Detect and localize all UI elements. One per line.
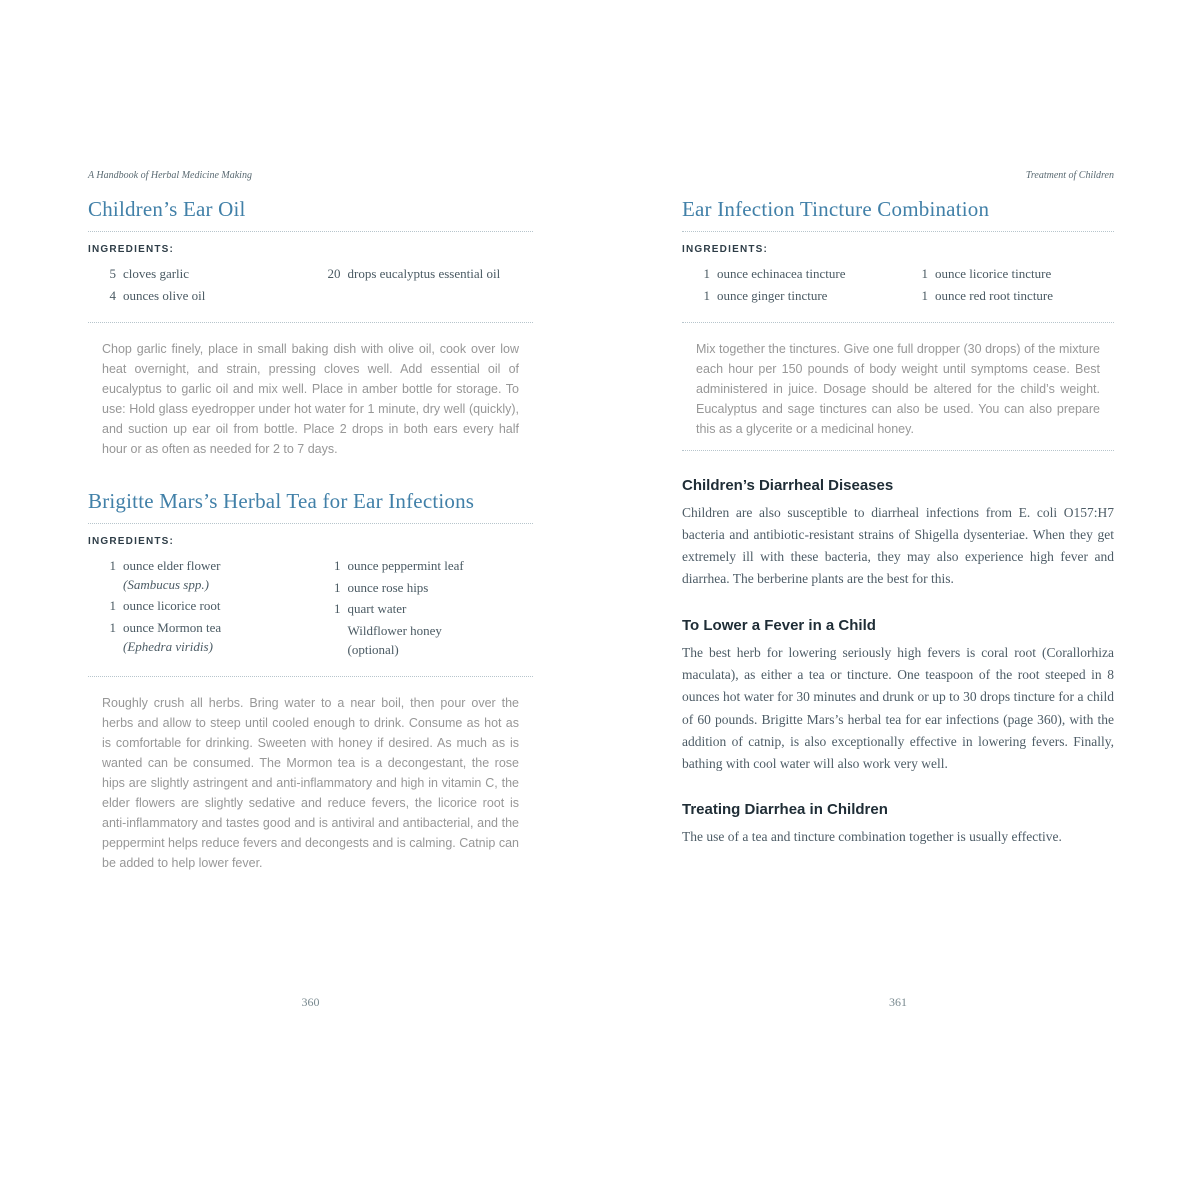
section-lower-fever-child bbox=[682, 617, 1114, 776]
ingredient-quantity: 1 bbox=[921, 266, 928, 281]
recipe-herbal-tea-ear-infections bbox=[88, 489, 533, 873]
page-left bbox=[88, 170, 533, 883]
section-heading: Children’s Diarrheal Diseases bbox=[682, 476, 894, 494]
ingredient-name-text: Wildflower honey bbox=[347, 623, 442, 639]
ingredient-item bbox=[692, 287, 896, 306]
ingredient-name-text: ounce elder flower bbox=[123, 557, 221, 573]
ingredients-column-1 bbox=[98, 265, 309, 309]
ingredients-column-1 bbox=[692, 265, 896, 309]
ingredient-name: ounce rose hips bbox=[347, 579, 429, 595]
ingredients-list bbox=[682, 265, 1114, 309]
ingredient-name: ounce echinacea tincture bbox=[717, 266, 846, 281]
ingredients-list bbox=[88, 557, 533, 663]
ingredient-name: ounces olive oil bbox=[123, 287, 206, 303]
ingredient-name: quart water bbox=[347, 601, 407, 617]
ingredient-item bbox=[323, 557, 534, 576]
dotted-rule bbox=[88, 321, 533, 323]
ingredients-column-1 bbox=[98, 557, 309, 663]
ingredient-latin-name: (Sambucus spp.) bbox=[123, 576, 209, 592]
dotted-rule bbox=[88, 675, 533, 677]
section-treating-diarrhea-children bbox=[682, 801, 1114, 848]
ingredient-item bbox=[323, 579, 534, 598]
recipe-ear-infection-tincture bbox=[682, 197, 1114, 451]
ingredient-name: cloves garlic bbox=[123, 266, 190, 281]
dotted-rule bbox=[682, 449, 1114, 451]
ingredient-item bbox=[323, 265, 534, 284]
ingredient-item bbox=[98, 619, 309, 657]
ingredient-name bbox=[123, 557, 309, 595]
ingredient-quantity: 4 bbox=[109, 287, 116, 303]
section-heading: Treating Diarrhea in Children bbox=[682, 801, 888, 819]
ingredient-quantity: 1 bbox=[703, 287, 710, 303]
recipe-instructions: Mix together the tinctures. Give one full dropper (30 drops) of the mixture each hour per 150 pounds of body weight until symptoms cease. Best administered in juice. Dosage should be altered for the child’s weight. Eucalyptus and sage tinctures can also be used. You can also prepare this as a glycerite or a medicinal honey. bbox=[696, 341, 1100, 436]
dotted-rule bbox=[88, 522, 533, 524]
page-number-left: 360 bbox=[301, 995, 320, 1009]
ingredient-item bbox=[98, 287, 309, 306]
ingredient-quantity bbox=[323, 622, 341, 660]
ingredient-quantity: 1 bbox=[334, 557, 341, 573]
dotted-rule bbox=[682, 230, 1114, 232]
ingredient-quantity: 1 bbox=[921, 287, 928, 303]
dotted-rule bbox=[682, 321, 1114, 323]
ingredient-name: ounce peppermint leaf bbox=[347, 557, 464, 573]
ingredient-quantity: 1 bbox=[334, 601, 341, 617]
ingredient-item bbox=[692, 265, 896, 284]
section-body: Children are also susceptible to diarrheal infections from E. coli O157:H7 bacteria and antibiotic-resistant strains of Shigella dysenteriae. When they get extremely ill with these bacteria, they may also experience high fever and diarrhea. The berberine plants are the best for this. bbox=[682, 504, 1114, 587]
ingredient-item bbox=[323, 622, 534, 660]
ingredient-quantity: 1 bbox=[109, 620, 116, 636]
ingredient-name bbox=[123, 619, 309, 657]
ingredients-label: INGREDIENTS: bbox=[682, 244, 769, 255]
recipe-instructions: Chop garlic finely, place in small baking dish with olive oil, cook over low heat overnight, and strain, pressing cloves well. Add essential oil of eucalyptus to garlic oil and mix well. Place in amber bottle for storage. To use: Hold glass eyedropper under hot water for 1 minute, dry well (quickly), and suction up ear oil from bottle. Place 2 drops in both ears every half hour or as often as needed for 2 to 7 days. bbox=[102, 341, 519, 456]
ingredient-name: ounce licorice tincture bbox=[935, 266, 1052, 281]
ingredient-name bbox=[348, 622, 534, 660]
ingredient-quantity: 5 bbox=[109, 266, 116, 281]
section-childrens-diarrheal-diseases bbox=[682, 477, 1114, 591]
ingredient-name: ounce ginger tincture bbox=[717, 287, 828, 303]
ingredients-column-2 bbox=[323, 557, 534, 663]
ingredient-name: drops eucalyptus essential oil bbox=[347, 266, 501, 281]
ingredients-label: INGREDIENTS: bbox=[88, 244, 175, 255]
section-body: The use of a tea and tincture combination together is usually effective. bbox=[682, 829, 1062, 845]
dotted-rule bbox=[88, 230, 533, 232]
ingredient-item bbox=[98, 597, 309, 616]
ingredients-label: INGREDIENTS: bbox=[88, 535, 175, 547]
section-heading: To Lower a Fever in a Child bbox=[682, 616, 876, 634]
ingredient-quantity: 1 bbox=[703, 266, 710, 281]
section-body: The best herb for lowering seriously high fevers is coral root (Corallorhiza maculata), as either a tea or tincture. One teaspoon of the root steeped in 8 ounces hot water for 30 minutes and drunk or up to 30 drops tincture for a child of 60 pounds. Brigitte Mars’s herbal tea for ear infections (page 360), with the addition of catnip, is also exceptionally effective in lowering fevers. Finally, bathing with cool water will also work very well. bbox=[682, 644, 1114, 772]
ingredients-list bbox=[88, 265, 533, 309]
recipe-instructions: Roughly crush all herbs. Bring water to a near boil, then pour over the herbs and allow to steep until cooled enough to drink. Consume as hot as is comfortable for drinking. Sweeten with honey if desired. As much as is wanted can be consumed. The Mormon tea is a decongestant, the rose hips are slightly astringent and anti-inflammatory and high in vitamin C, the elder flowers are slightly sedative and reduce fevers, the licorice root is anti-inflammatory and tastes good and is antiviral and antibacterial, and the peppermint helps reduce fevers and decongests and is calming. Catnip can be added to help lower fever. bbox=[102, 695, 519, 870]
ingredient-item bbox=[910, 287, 1114, 306]
ingredient-quantity: 20 bbox=[327, 266, 341, 281]
running-header-right: Treatment of Children bbox=[1025, 170, 1114, 181]
ingredient-quantity: 1 bbox=[334, 579, 341, 595]
recipe-childrens-ear-oil bbox=[88, 197, 533, 459]
page-right bbox=[682, 170, 1114, 849]
running-header-left: A Handbook of Herbal Medicine Making bbox=[88, 170, 252, 181]
ingredient-quantity: 1 bbox=[109, 557, 116, 573]
ingredient-item bbox=[98, 265, 309, 284]
ingredient-item bbox=[98, 557, 309, 595]
recipe-title: Children’s Ear Oil bbox=[88, 197, 246, 221]
recipe-title: Brigitte Mars’s Herbal Tea for Ear Infections bbox=[88, 488, 475, 513]
ingredient-note: (optional) bbox=[347, 642, 399, 658]
ingredient-name-text: ounce Mormon tea bbox=[123, 620, 222, 636]
ingredients-column-2 bbox=[910, 265, 1114, 309]
ingredient-quantity: 1 bbox=[109, 598, 116, 614]
ingredient-latin-name: (Ephedra viridis) bbox=[123, 639, 213, 655]
ingredient-name: ounce licorice root bbox=[123, 598, 221, 614]
ingredient-item bbox=[323, 600, 534, 619]
ingredients-column-2 bbox=[323, 265, 534, 309]
page-number-right: 361 bbox=[889, 995, 907, 1009]
recipe-title: Ear Infection Tincture Combination bbox=[682, 197, 990, 221]
ingredient-item bbox=[910, 265, 1114, 284]
ingredient-name: ounce red root tincture bbox=[935, 287, 1054, 303]
